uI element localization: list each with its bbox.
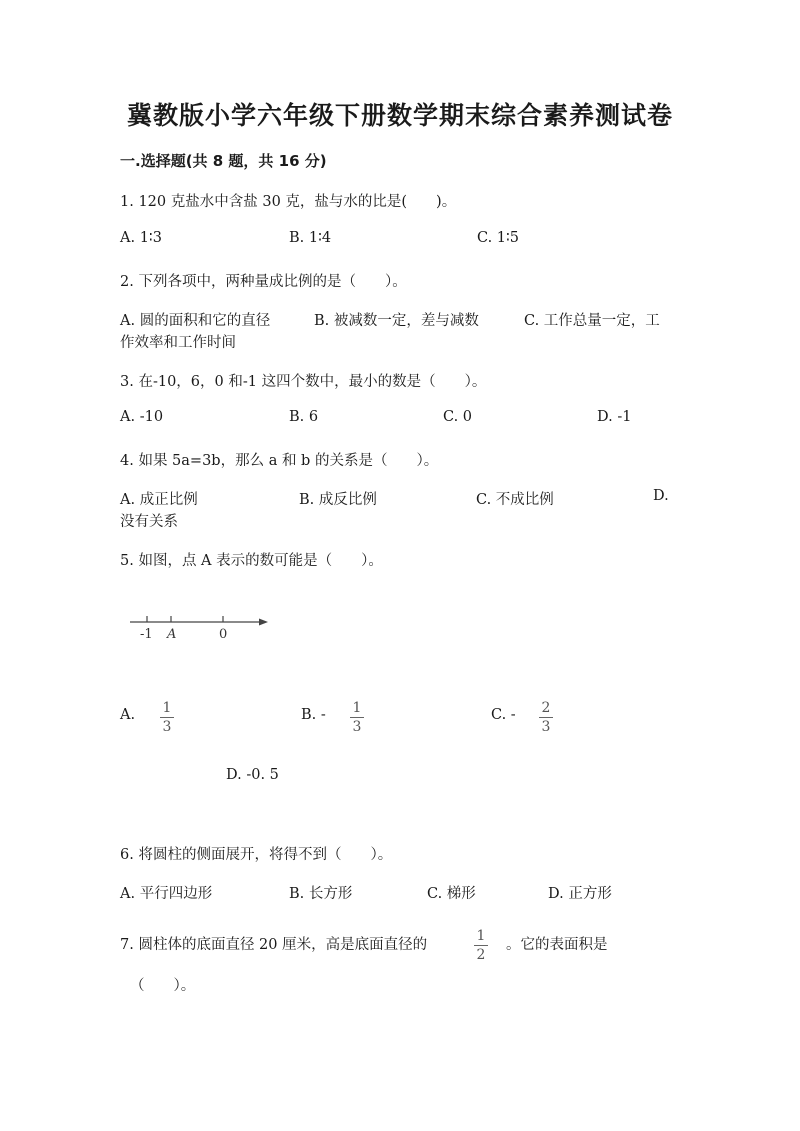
q4-option-a[interactable]: A. 成正比例 [120,492,198,508]
section-heading: 一.选择题(共 8 题，共 16 分) [120,152,327,170]
q6-option-a[interactable]: A. 平行四边形 [120,886,213,902]
question-7-answer-blank: （ ）。 [130,978,196,994]
q7-fraction: 1 2 [474,928,488,963]
q5-option-b-fraction: 1 3 [350,700,364,735]
number-line-arrow [259,619,268,626]
question-4: 4. 如果 5a=3b，那么 a 和 b 的关系是（ ）。 [120,453,439,469]
q4-option-b[interactable]: B. 成反比例 [299,492,377,508]
question-7: 7. 圆柱体的底面直径 20 厘米，高是底面直径的 [120,937,428,953]
label-neg1: -1 [140,627,153,642]
q1-option-b[interactable]: B. 1∶4 [289,230,332,246]
q2-option-a[interactable]: A. 圆的面积和它的直径 [120,313,271,329]
q6-option-b[interactable]: B. 长方形 [289,886,353,902]
q2-option-c-continued: 作效率和工作时间 [120,335,236,351]
label-A: A [167,627,177,642]
question-5: 5. 如图，点 A 表示的数可能是（ ）。 [120,553,383,569]
question-1: 1. 120 克盐水中含盐 30 克，盐与水的比是( )。 [120,194,457,210]
q6-option-c[interactable]: C. 梯形 [427,886,476,902]
question-2: 2. 下列各项中，两种量成比例的是（ ）。 [120,274,407,290]
page-title: 冀教版小学六年级下册数学期末综合素养测试卷 [126,101,673,130]
q6-option-d[interactable]: D. 正方形 [548,886,612,902]
label-0: 0 [219,627,228,642]
q5-option-c[interactable]: C. - [491,707,516,723]
q3-option-d[interactable]: D. -1 [597,409,632,425]
question-7-continued: 。它的表面积是 [506,937,608,953]
q5-option-c-fraction: 2 3 [539,700,553,735]
q5-option-d[interactable]: D. -0. 5 [226,767,279,783]
q2-option-b[interactable]: B. 被减数一定，差与减数 [314,313,479,329]
q3-option-b[interactable]: B. 6 [289,409,319,425]
q4-option-c[interactable]: C. 不成比例 [476,492,554,508]
q2-option-c[interactable]: C. 工作总量一定，工 [524,313,660,329]
question-6: 6. 将圆柱的侧面展开，将得不到（ ）。 [120,847,393,863]
question-3: 3. 在-10，6，0 和-1 这四个数中，最小的数是（ ）。 [120,374,487,390]
q4-option-d[interactable]: D. [653,488,669,504]
q1-option-a[interactable]: A. 1∶3 [120,230,162,246]
q5-option-a[interactable]: A. [120,707,136,723]
q5-option-b[interactable]: B. - [301,707,326,723]
q3-option-c[interactable]: C. 0 [443,409,473,425]
q1-option-c[interactable]: C. 1∶5 [477,230,520,246]
q5-option-a-fraction: 1 3 [160,700,174,735]
q3-option-a[interactable]: A. -10 [120,409,164,425]
number-line-figure [125,608,275,644]
q4-option-d-continued: 没有关系 [120,514,178,530]
